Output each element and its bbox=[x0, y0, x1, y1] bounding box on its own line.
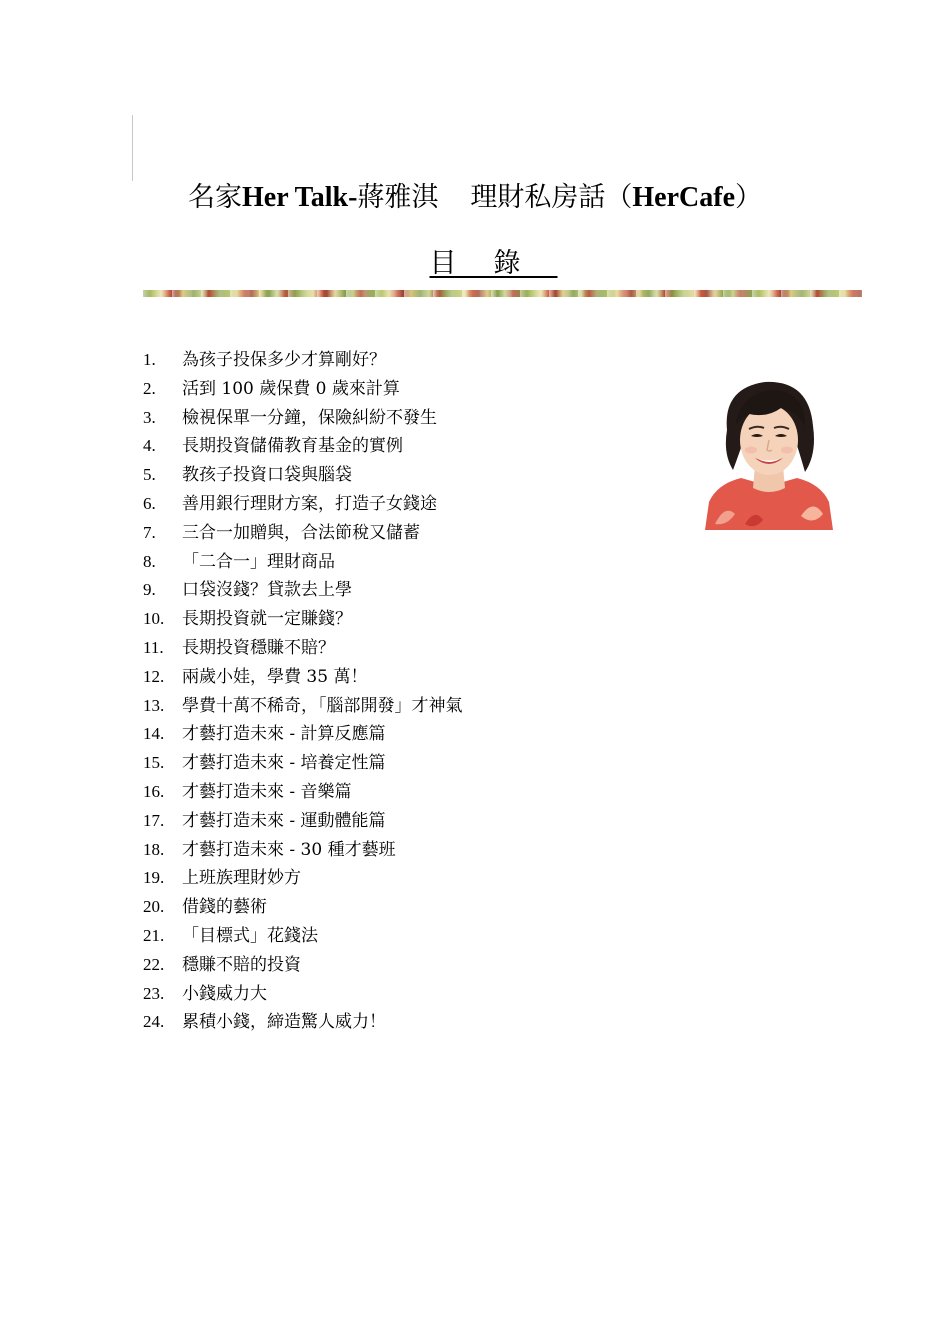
toc-item bbox=[143, 749, 463, 778]
toc-item bbox=[143, 490, 463, 519]
toc-item-number: 4. bbox=[143, 436, 156, 456]
toc-item-number: 10. bbox=[143, 609, 165, 629]
toc-item bbox=[143, 404, 463, 433]
margin-mark bbox=[132, 115, 133, 181]
toc-item bbox=[143, 375, 463, 404]
title-part-4: 理財私房話（ bbox=[470, 182, 633, 213]
toc-item-number: 8. bbox=[143, 551, 156, 571]
toc-item bbox=[143, 663, 463, 692]
toc-item-text: 小錢威力大 bbox=[182, 983, 267, 1004]
toc-heading bbox=[0, 244, 950, 284]
toc-item-text: 教孩子投資口袋與腦袋 bbox=[182, 465, 352, 486]
toc-item-number: 24. bbox=[143, 1012, 165, 1032]
author-portrait-image bbox=[705, 374, 833, 530]
toc-item bbox=[143, 692, 463, 721]
document-title bbox=[0, 178, 950, 218]
toc-item-text: 長期投資穩賺不賠？ bbox=[182, 637, 335, 658]
toc-item-number: 13. bbox=[143, 695, 165, 715]
toc-item bbox=[143, 778, 463, 807]
toc-item-text: 口袋沒錢？貸款去上學 bbox=[182, 580, 352, 601]
toc-item bbox=[143, 980, 463, 1009]
toc-item-text: 才藝打造未來 - 培養定性篇 bbox=[182, 753, 386, 774]
toc-item-text: 才藝打造未來 - 音樂篇 bbox=[182, 781, 352, 802]
toc-item-number: 20. bbox=[143, 897, 165, 917]
toc-item bbox=[143, 432, 463, 461]
toc-item bbox=[143, 922, 463, 951]
toc-item-number: 19. bbox=[143, 868, 165, 888]
toc-item-number: 14. bbox=[143, 724, 165, 744]
toc-item-number: 23. bbox=[143, 983, 165, 1003]
toc-item bbox=[143, 576, 463, 605]
toc-item-text: 「二合一」理財商品 bbox=[182, 551, 335, 572]
title-part-1: 名家 bbox=[187, 182, 242, 213]
toc-item bbox=[143, 864, 463, 893]
title-part-2: Her Talk- bbox=[241, 182, 358, 213]
toc-item-text: 三合一加贈與，合法節稅又儲蓄 bbox=[182, 522, 420, 543]
title-part-6: ） bbox=[735, 182, 762, 213]
toc-item bbox=[143, 807, 463, 836]
toc-item bbox=[143, 519, 463, 548]
toc-item bbox=[143, 634, 463, 663]
toc-item-text: 兩歲小娃，學費 35 萬！ bbox=[182, 666, 368, 687]
toc-item-number: 2. bbox=[143, 378, 156, 398]
title-part-5: HerCafe bbox=[632, 182, 735, 213]
toc-item-text: 借錢的藝術 bbox=[182, 897, 267, 918]
toc-item-text: 學費十萬不稀奇，「腦部開發」才神氣 bbox=[182, 695, 463, 716]
toc-item-number: 1. bbox=[143, 350, 156, 369]
toc-item-number: 21. bbox=[143, 925, 165, 945]
toc-item-text: 才藝打造未來 - 30 種才藝班 bbox=[182, 839, 396, 860]
toc-item bbox=[143, 461, 463, 490]
toc-item-number: 12. bbox=[143, 666, 165, 686]
toc-item-number: 18. bbox=[143, 839, 165, 859]
toc-item-number: 9. bbox=[143, 580, 156, 600]
toc-item-number: 17. bbox=[143, 810, 165, 830]
toc-item-text: 才藝打造未來 - 運動體能篇 bbox=[182, 810, 386, 831]
title-part-3: 蔣雅淇 bbox=[357, 182, 439, 213]
toc-item-text: 檢視保單一分鐘，保險糾紛不發生 bbox=[182, 407, 437, 428]
decorative-divider bbox=[143, 290, 862, 297]
toc-item-text: 才藝打造未來 - 計算反應篇 bbox=[182, 724, 386, 745]
toc-item bbox=[143, 836, 463, 865]
toc-item-number: 5. bbox=[143, 465, 156, 485]
toc-item bbox=[143, 893, 463, 922]
toc-item-number: 16. bbox=[143, 781, 165, 801]
toc-item bbox=[143, 951, 463, 980]
toc-item-number: 6. bbox=[143, 493, 156, 513]
toc-item-number: 7. bbox=[143, 522, 156, 542]
toc-item-number: 11. bbox=[143, 637, 164, 657]
toc-item-text: 活到 100 歲保費 0 歲來計算 bbox=[182, 378, 400, 399]
toc-item bbox=[143, 720, 463, 749]
toc-heading-text: 目錄 bbox=[429, 248, 558, 279]
toc-item-text: 上班族理財妙方 bbox=[182, 868, 301, 889]
toc-item-text: 為孩子投保多少才算剛好？ bbox=[182, 350, 386, 370]
toc-item bbox=[143, 605, 463, 634]
toc-item-text: 「目標式」花錢法 bbox=[182, 925, 318, 946]
toc-item-text: 穩賺不賠的投資 bbox=[182, 954, 301, 975]
toc-item-text: 長期投資儲備教育基金的實例 bbox=[182, 436, 403, 457]
toc-item-text: 長期投資就一定賺錢？ bbox=[182, 609, 352, 630]
toc-item-number: 3. bbox=[143, 407, 156, 427]
toc-item bbox=[143, 1008, 463, 1037]
toc-item bbox=[143, 346, 463, 375]
toc-item-number: 22. bbox=[143, 954, 165, 974]
toc-item-number: 15. bbox=[143, 753, 165, 773]
toc-item bbox=[143, 548, 463, 577]
toc-item-text: 累積小錢，締造驚人威力！ bbox=[182, 1012, 386, 1033]
toc-item-text: 善用銀行理財方案，打造子女錢途 bbox=[182, 493, 437, 514]
toc-list bbox=[143, 346, 463, 1037]
